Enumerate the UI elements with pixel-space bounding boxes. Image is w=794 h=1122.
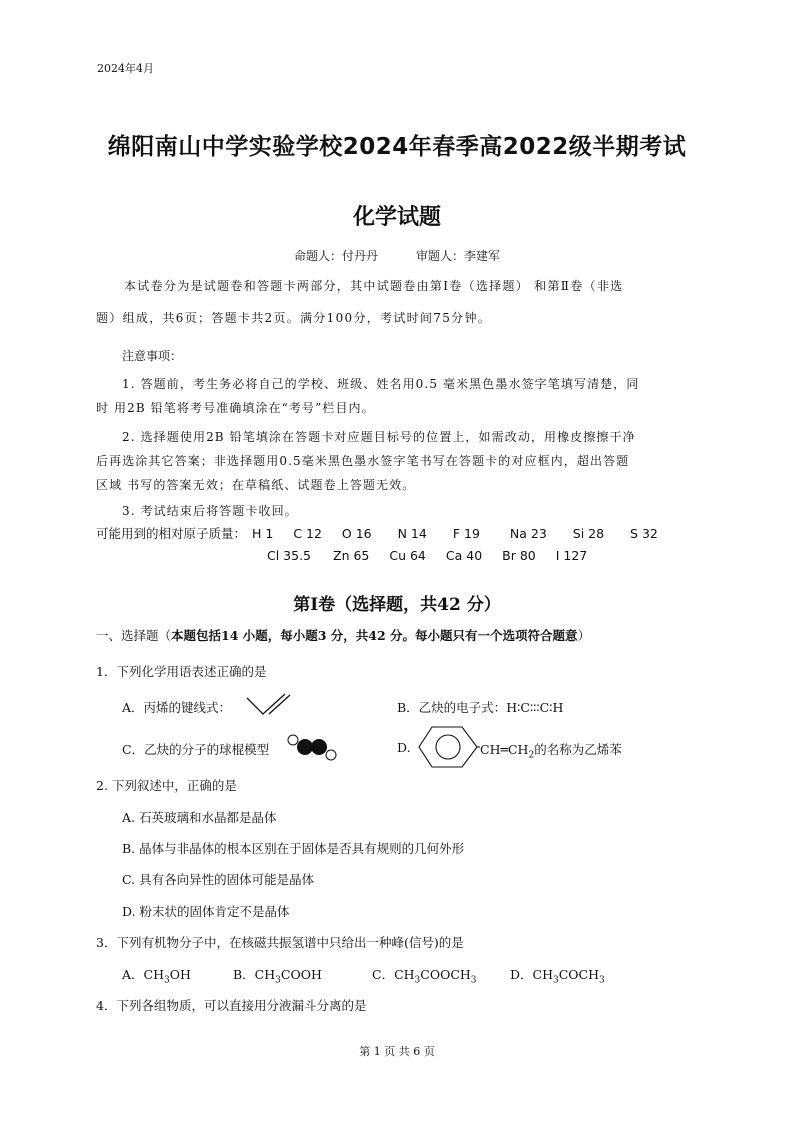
q1-stem: 1．下列化学用语表述正确的是 [96, 664, 267, 679]
q3-d-sub: 3 [553, 975, 559, 986]
mass-N: N 14 [397, 526, 427, 541]
exam-subtitle: 化学试题 [352, 205, 441, 230]
mass-Zn: Zn 65 [333, 548, 370, 563]
note-3: 3. 考试结束后将答题卡收回。 [122, 504, 298, 518]
benzene-ring [418, 724, 480, 770]
q3-d-sub2: 3 [599, 975, 605, 986]
mass-F: F 19 [452, 526, 480, 541]
q3-stem: 3．下列有机物分子中，在核磁共振氢谱中只给出一种峰(信号)的是 [96, 935, 464, 950]
q3-b-label: B．CH [233, 967, 276, 982]
mass-Br: Br 80 [502, 548, 536, 563]
q3-option-d [510, 965, 605, 986]
note-1b: 时 用2B 铅笔将考号准确填涂在“考号”栏目内。 [96, 401, 375, 415]
atomic-mass-row-1 [96, 524, 658, 542]
atomic-mass-label: 可能用到的相对原子质量： [96, 526, 247, 541]
propene-skeletal-formula [245, 690, 297, 718]
q4-stem: 4．下列各组物质，可以直接用分液漏斗分离的是 [96, 998, 367, 1013]
q2-option-a: A. 石英玻璃和水晶都是晶体 [122, 810, 277, 825]
q2-option-d: D. 粉末状的固体肯定不是晶体 [122, 904, 290, 919]
q1-option-d-label: D. [397, 740, 411, 755]
q3-option-b [233, 965, 322, 986]
q3-a-sub: 3 [164, 975, 170, 986]
mass-Cl: Cl 35.5 [267, 548, 312, 563]
q3-option-a [122, 965, 191, 986]
note-2c: 区域 书写的答案无效；在草稿纸、试题卷上答题无效。 [96, 478, 416, 492]
part-heading-prefix: 一、选择题（ [96, 628, 172, 643]
q3-d-mid: COCH [558, 967, 600, 982]
part-heading [96, 626, 590, 644]
q3-b-sub: 3 [275, 975, 281, 986]
note-2b: 后再选涂其它答案；非选择题用0.5毫米黑色墨水签字笔书写在答题卡的对应框内，超出答题 [96, 454, 630, 468]
q1-option-d-suffix: 的名称为乙烯苯 [534, 742, 622, 757]
vinyl-subscript: 2 [528, 750, 535, 761]
note-1a: 1. 答题前，考生务必将自己的学校、班级、姓名用0.5 毫米黑色墨水签字笔填写清楚，同 [122, 377, 640, 391]
intro-line-2: 题）组成，共6页；答题卡共2页。满分100分，考试时间75分钟。 [96, 311, 492, 325]
mass-Na: Na 23 [509, 526, 547, 541]
acetylene-ball-stick-model [286, 732, 338, 762]
intro-line-1: 本试卷分为是试题卷和答题卡两部分，其中试题卷由第Ⅰ卷（选择题） 和第Ⅱ卷（非选 [124, 279, 624, 293]
q1-option-b [397, 698, 563, 716]
q3-c-sub: 3 [414, 975, 421, 986]
q2-option-b: B. 晶体与非晶体的根本区别在于固体是否具有规则的几何外形 [122, 841, 465, 856]
page-footer: 第 1 页 共 6 页 [359, 1045, 435, 1058]
authors [0, 247, 794, 264]
q3-c-label: C．CH [372, 967, 415, 982]
q3-d-label: D．CH [510, 967, 553, 982]
q3-a-rest: OH [169, 967, 191, 982]
q3-option-c [372, 965, 477, 986]
atomic-mass-row-2 [267, 548, 587, 563]
q1-option-a: A．丙烯的键线式： [122, 700, 232, 715]
note-2a: 2. 选择题使用2B 铅笔填涂在答题卡对应题目标号的位置上，如需改动，用橡皮擦擦干净 [122, 430, 636, 444]
q3-c-mid: COOCH [420, 967, 471, 982]
q1-option-b-prefix: B．乙炔的电子式： [397, 700, 507, 715]
acetylene-electron-formula: H∶C∶∶∶C∶H [506, 700, 564, 715]
vinyl-group: CH═CH [480, 742, 529, 757]
mass-Si: Si 28 [572, 526, 605, 541]
mass-S: S 32 [630, 526, 658, 541]
q3-b-rest: COOH [280, 967, 322, 982]
part-heading-suffix: ） [577, 628, 591, 643]
q3-a-label: A．CH [122, 967, 164, 982]
notes-heading: 注意事项： [122, 349, 183, 363]
q1-option-c: C．乙炔的分子的球棍模型 [122, 742, 270, 757]
mass-Ca: Ca 40 [445, 548, 483, 563]
mass-O: O 16 [341, 526, 372, 541]
setter: 命题人：付丹丹 [293, 249, 378, 263]
q3-c-sub2: 3 [470, 975, 477, 986]
reviewer: 审题人：李建军 [416, 249, 501, 263]
mass-H: H 1 [252, 526, 274, 541]
section-title: 第Ⅰ卷（选择题，共42 分） [293, 595, 501, 615]
exam-title: 绵阳南山中学实验学校2024年春季高2022级半期考试 [107, 134, 687, 160]
q2-option-c: C. 具有各向异性的固体可能是晶体 [122, 872, 315, 887]
mass-I: I 127 [555, 548, 588, 563]
q1-option-d-text [480, 740, 622, 761]
header-date: 2024年4月 [97, 62, 154, 75]
part-heading-bold: 本题包括14 小题，每小题3 分，共42 分。每小题只有一个选项符合题意 [171, 628, 578, 643]
mass-C: C 12 [293, 526, 322, 541]
mass-Cu: Cu 64 [389, 548, 426, 563]
q2-stem: 2. 下列叙述中，正确的是 [96, 778, 237, 793]
